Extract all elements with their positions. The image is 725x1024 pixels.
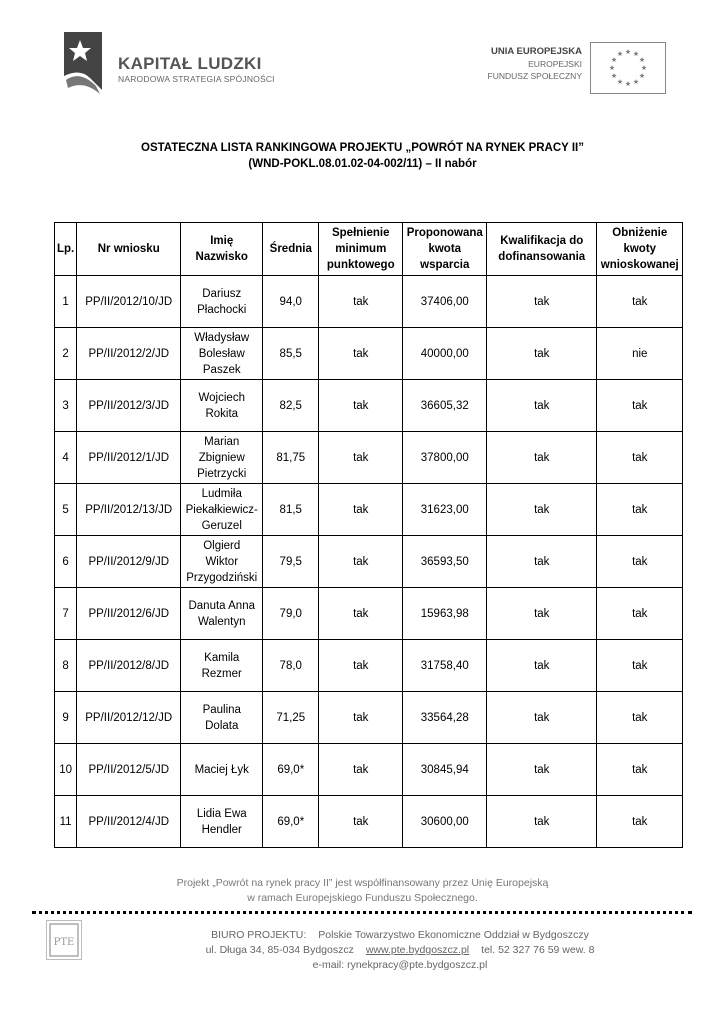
lp-cell: 5 [55, 484, 77, 536]
office-label: BIURO PROJEKTU: [211, 929, 307, 941]
kwalifikacja-cell: tak [487, 692, 597, 744]
name-cell [181, 536, 263, 588]
kwota-cell: 37406,00 [403, 276, 487, 328]
kwalifikacja-cell: tak [487, 484, 597, 536]
lp-cell: 4 [55, 432, 77, 484]
spelnienie-cell: tak [319, 744, 403, 796]
kwalifikacja-cell: tak [487, 744, 597, 796]
name-line: Marian [204, 435, 240, 448]
name-line: Wiktor [205, 555, 239, 568]
lp-cell: 3 [55, 380, 77, 432]
header-srednia: Średnia [263, 223, 319, 276]
name-cell [181, 744, 263, 796]
kwota-cell: 33564,28 [403, 692, 487, 744]
eu-line-2: EUROPEJSKI [528, 59, 582, 69]
kwalifikacja-cell: tak [487, 432, 597, 484]
eu-flag-icon [590, 42, 666, 94]
name-cell [181, 276, 263, 328]
svg-text:★: ★ [610, 56, 618, 64]
name-line: Bolesław [198, 347, 245, 360]
lp-cell: 10 [55, 744, 77, 796]
name-line: Dariusz [202, 287, 242, 300]
name-cell [181, 796, 263, 848]
cofinancing-line-1: Projekt „Powrót na rynek pracy II” jest współfinansowany przez Unię Europejską [176, 877, 549, 889]
header-kwalifikacja: Kwalifikacja do dofinansowania [487, 223, 597, 276]
lp-cell: 11 [55, 796, 77, 848]
obnizenie-cell: tak [597, 484, 683, 536]
obnizenie-cell: tak [597, 744, 683, 796]
project-office-info [150, 928, 650, 973]
name-line: Olgierd [203, 539, 241, 552]
kwota-cell: 36593,50 [403, 536, 487, 588]
nr-wniosku-cell: PP/II/2012/2/JD [77, 328, 181, 380]
header-obnizenie: Obniżenie kwoty wnioskowanej [597, 223, 683, 276]
spelnienie-cell: tak [319, 588, 403, 640]
nr-wniosku-cell: PP/II/2012/3/JD [77, 380, 181, 432]
spelnienie-cell: tak [319, 380, 403, 432]
name-line: Dolata [205, 719, 239, 732]
pte-logo-icon [46, 920, 82, 960]
header-lp: Lp. [55, 223, 77, 276]
table-row [55, 692, 683, 744]
lp-cell: 1 [55, 276, 77, 328]
name-line: Wojciech [198, 391, 245, 404]
name-cell [181, 588, 263, 640]
table-row [55, 640, 683, 692]
svg-text:★: ★ [624, 48, 632, 56]
eu-line-3: FUNDUSZ SPOŁECZNY [487, 71, 582, 81]
table-row [55, 328, 683, 380]
kwalifikacja-cell: tak [487, 640, 597, 692]
kapital-ludzki-subtitle: NARODOWA STRATEGIA SPÓJNOŚCI [118, 74, 275, 84]
svg-text:PTE: PTE [53, 937, 75, 948]
cofinancing-line-2: w ramach Europejskiego Funduszu Społecznego. [247, 892, 478, 904]
obnizenie-cell: tak [597, 640, 683, 692]
svg-text:★: ★ [616, 50, 624, 58]
table-row [55, 744, 683, 796]
header-nr-wniosku: Nr wniosku [77, 223, 181, 276]
spelnienie-cell: tak [319, 276, 403, 328]
srednia-cell: 85,5 [263, 328, 319, 380]
srednia-cell: 79,5 [263, 536, 319, 588]
svg-text:★: ★ [632, 50, 640, 58]
srednia-cell: 94,0 [263, 276, 319, 328]
kapital-ludzki-emblem-icon [60, 30, 106, 96]
office-email: e-mail: rynekpracy@pte.bydgoszcz.pl [312, 959, 488, 971]
name-cell [181, 432, 263, 484]
title-line-1: OSTATECZNA LISTA RANKINGOWA PROJEKTU „POWRÓT NA RYNEK PRACY II” [141, 142, 584, 154]
name-cell [181, 692, 263, 744]
eu-line-1: UNIA EUROPEJSKA [491, 46, 582, 57]
spelnienie-cell: tak [319, 328, 403, 380]
spelnienie-cell: tak [319, 484, 403, 536]
srednia-cell: 71,25 [263, 692, 319, 744]
name-cell [181, 640, 263, 692]
table-header-row [55, 223, 683, 276]
eu-fund-text [470, 46, 582, 82]
obnizenie-cell: tak [597, 588, 683, 640]
kapital-ludzki-title: KAPITAŁ LUDZKI [118, 54, 262, 73]
header-imie-nazwisko: Imię Nazwisko [181, 223, 263, 276]
name-line: Paulina [202, 703, 241, 716]
office-phone: tel. 52 327 76 59 wew. 8 [481, 944, 595, 956]
table-row [55, 380, 683, 432]
obnizenie-cell: tak [597, 796, 683, 848]
kwota-cell: 37800,00 [403, 432, 487, 484]
obnizenie-cell: nie [597, 328, 683, 380]
kwota-cell: 30845,94 [403, 744, 487, 796]
kwalifikacja-cell: tak [487, 276, 597, 328]
name-line: Maciej Łyk [194, 763, 249, 776]
name-line: Władysław [194, 331, 250, 344]
page-title [0, 140, 725, 172]
cofinancing-note [0, 876, 725, 906]
nr-wniosku-cell: PP/II/2012/8/JD [77, 640, 181, 692]
nr-wniosku-cell: PP/II/2012/1/JD [77, 432, 181, 484]
name-line: Rezmer [201, 667, 242, 680]
svg-text:★: ★ [640, 64, 648, 72]
lp-cell: 2 [55, 328, 77, 380]
spelnienie-cell: tak [319, 640, 403, 692]
srednia-cell: 79,0 [263, 588, 319, 640]
srednia-cell: 78,0 [263, 640, 319, 692]
table-row [55, 432, 683, 484]
kwalifikacja-cell: tak [487, 796, 597, 848]
svg-text:★: ★ [638, 72, 646, 80]
name-line: Paszek [202, 363, 241, 376]
header-proponowana-kwota: Proponowana kwota wsparcia [403, 223, 487, 276]
name-line: Hendler [201, 823, 242, 836]
title-line-2: (WND-POKL.08.01.02-04-002/11) – II nabór [248, 158, 477, 170]
nr-wniosku-cell: PP/II/2012/4/JD [77, 796, 181, 848]
name-line: Walentyn [197, 615, 246, 628]
nr-wniosku-cell: PP/II/2012/10/JD [77, 276, 181, 328]
nr-wniosku-cell: PP/II/2012/9/JD [77, 536, 181, 588]
office-address: ul. Długa 34, 85-034 Bydgoszcz [205, 944, 354, 956]
website-link[interactable]: www.pte.bydgoszcz.pl [365, 944, 470, 956]
kwalifikacja-cell: tak [487, 328, 597, 380]
obnizenie-cell: tak [597, 380, 683, 432]
lp-cell: 8 [55, 640, 77, 692]
srednia-cell: 69,0* [263, 796, 319, 848]
table-row [55, 484, 683, 536]
header-spelnienie: Spełnienie minimum punktowego [319, 223, 403, 276]
name-line: Płachocki [197, 303, 247, 316]
name-line: Danuta Anna [188, 599, 255, 612]
table-row [55, 796, 683, 848]
name-line: Geruzel [201, 519, 242, 532]
office-name: Polskie Towarzystwo Ekonomiczne Oddział w Bydgoszczy [318, 929, 589, 941]
table-row [55, 276, 683, 328]
nr-wniosku-cell: PP/II/2012/13/JD [77, 484, 181, 536]
table-row [55, 536, 683, 588]
kwalifikacja-cell: tak [487, 380, 597, 432]
srednia-cell: 81,75 [263, 432, 319, 484]
svg-text:★: ★ [624, 80, 632, 88]
spelnienie-cell: tak [319, 432, 403, 484]
lp-cell: 6 [55, 536, 77, 588]
nr-wniosku-cell: PP/II/2012/12/JD [77, 692, 181, 744]
name-cell [181, 380, 263, 432]
name-line: Ludmiła [201, 487, 242, 500]
name-line: Lidia Ewa [196, 807, 247, 820]
name-cell [181, 328, 263, 380]
name-line: Kamila [204, 651, 240, 664]
obnizenie-cell: tak [597, 536, 683, 588]
srednia-cell: 82,5 [263, 380, 319, 432]
lp-cell: 9 [55, 692, 77, 744]
obnizenie-cell: tak [597, 692, 683, 744]
svg-text:★: ★ [616, 78, 624, 86]
name-line: Rokita [205, 407, 239, 420]
spelnienie-cell: tak [319, 692, 403, 744]
obnizenie-cell: tak [597, 276, 683, 328]
name-line: Pietrzycki [197, 467, 247, 480]
svg-text:★: ★ [608, 64, 616, 72]
kwalifikacja-cell: tak [487, 588, 597, 640]
name-line: Zbigniew [198, 451, 245, 464]
srednia-cell: 69,0* [263, 744, 319, 796]
name-line: Przygodziński [186, 571, 258, 584]
svg-text:★: ★ [610, 72, 618, 80]
spelnienie-cell: tak [319, 796, 403, 848]
kwota-cell: 15963,98 [403, 588, 487, 640]
nr-wniosku-cell: PP/II/2012/5/JD [77, 744, 181, 796]
name-cell [181, 484, 263, 536]
table-row [55, 588, 683, 640]
kwota-cell: 30600,00 [403, 796, 487, 848]
kwalifikacja-cell: tak [487, 536, 597, 588]
nr-wniosku-cell: PP/II/2012/6/JD [77, 588, 181, 640]
name-line: Piekałkiewicz- [185, 503, 258, 516]
kwota-cell: 40000,00 [403, 328, 487, 380]
obnizenie-cell: tak [597, 432, 683, 484]
srednia-cell: 81,5 [263, 484, 319, 536]
footer-divider [32, 911, 692, 914]
lp-cell: 7 [55, 588, 77, 640]
kwota-cell: 36605,32 [403, 380, 487, 432]
ranking-table [54, 222, 683, 848]
spelnienie-cell: tak [319, 536, 403, 588]
kwota-cell: 31758,40 [403, 640, 487, 692]
svg-text:★: ★ [632, 78, 640, 86]
svg-text:★: ★ [638, 56, 646, 64]
kwota-cell: 31623,00 [403, 484, 487, 536]
